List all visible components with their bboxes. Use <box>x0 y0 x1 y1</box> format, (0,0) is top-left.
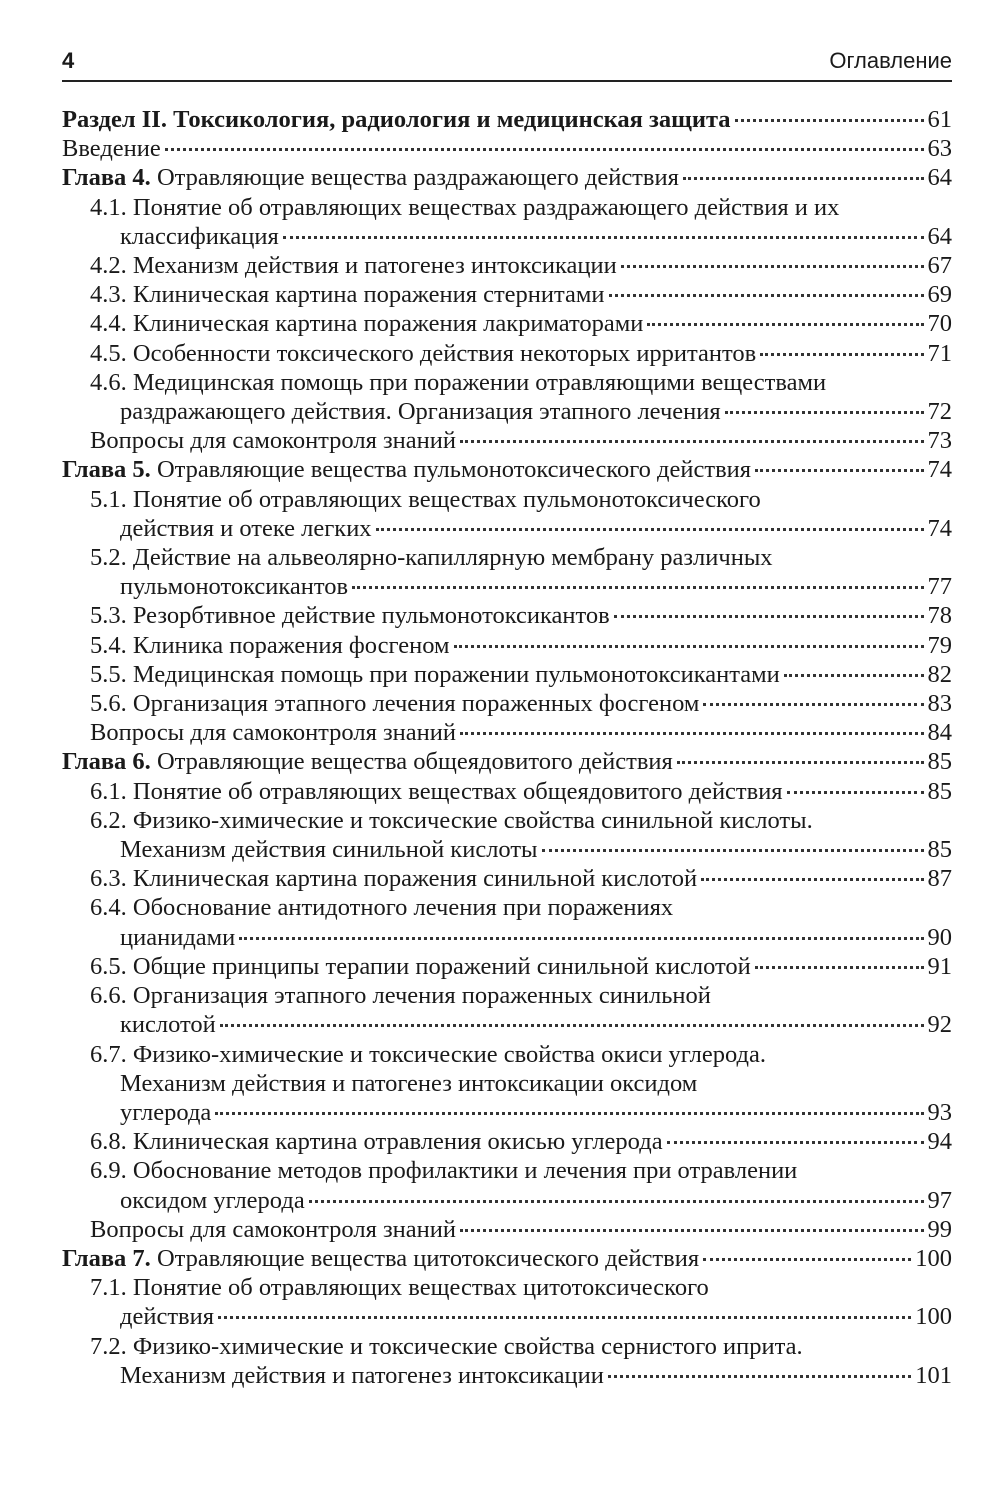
toc-page-number: 73 <box>927 427 952 455</box>
toc-entry <box>62 1156 952 1214</box>
toc-entry-text: раздражающего действия. Организация этапного лечения <box>120 398 721 426</box>
dot-leader <box>309 1200 924 1203</box>
toc-entry-text: 4.2. Механизм действия и патогенез интоксикации <box>90 252 617 280</box>
toc-entry <box>62 660 952 689</box>
dot-leader <box>283 236 924 239</box>
toc-page-number: 71 <box>927 339 952 367</box>
toc-entry-text: 7.2. Физико-химические и токсические свойства сернистого иприта. <box>90 1332 803 1360</box>
dot-leader <box>460 1229 924 1232</box>
toc-entry-text: 6.6. Организация этапного лечения пораженных синильной <box>90 982 711 1010</box>
dot-leader <box>755 966 924 969</box>
toc-page-number: 100 <box>915 1244 952 1272</box>
toc-entry <box>62 864 952 893</box>
dot-leader <box>609 294 924 297</box>
toc-page-number: 79 <box>927 631 952 659</box>
toc-entry <box>62 893 952 951</box>
toc-entry-bold-label: Глава 5. <box>62 456 151 484</box>
toc-entry <box>62 747 952 776</box>
toc-entry <box>62 601 952 630</box>
page-number: 4 <box>62 48 75 73</box>
toc-entry <box>62 339 952 368</box>
dot-leader <box>677 761 924 764</box>
toc-entry-text: 5.3. Резорбтивное действие пульмонотоксикантов <box>90 602 610 630</box>
toc-entry-text: оксидом углерода <box>120 1186 305 1214</box>
dot-leader <box>735 119 924 122</box>
toc-page-number: 78 <box>927 602 952 630</box>
toc-entry <box>62 689 952 718</box>
dot-leader <box>621 265 924 268</box>
toc-entry-text: 7.1. Понятие об отравляющих веществах цитотоксического <box>90 1274 709 1302</box>
toc-entry <box>62 163 952 192</box>
toc-page-number: 67 <box>927 252 952 280</box>
toc-page-number: 87 <box>927 865 952 893</box>
toc-entry-text: Вопросы для самоконтроля знаний <box>90 1215 456 1243</box>
toc-page-number: 70 <box>927 310 952 338</box>
toc-entry <box>62 485 952 543</box>
dot-leader <box>239 937 923 940</box>
toc-page-number: 91 <box>927 952 952 980</box>
dot-leader <box>703 703 923 706</box>
toc-entry <box>62 543 952 601</box>
dot-leader <box>787 791 924 794</box>
toc-entry-text: 5.5. Медицинская помощь при поражении пульмонотоксикантами <box>90 660 780 688</box>
toc-entry-text: 5.1. Понятие об отравляющих веществах пульмонотоксического <box>90 485 761 513</box>
toc-entry <box>62 1040 952 1128</box>
running-title: Оглавление <box>829 48 952 73</box>
dot-leader <box>755 469 923 472</box>
toc-entry-text: цианидами <box>120 923 236 951</box>
toc-entry <box>62 1332 952 1390</box>
dot-leader <box>701 878 923 881</box>
toc-entry <box>62 426 952 455</box>
toc-entry-bold-label: Глава 4. <box>62 164 151 192</box>
toc-entry <box>62 193 952 251</box>
dot-leader <box>215 1112 923 1115</box>
dot-leader <box>725 411 924 414</box>
toc-page-number: 64 <box>927 164 952 192</box>
toc-entry-text: Вопросы для самоконтроля знаний <box>90 719 456 747</box>
toc-entry-text: классификация <box>120 222 279 250</box>
toc-entry-text: 6.8. Клиническая картина отравления окисью углерода <box>90 1128 663 1156</box>
toc-entry-text: действия и отеке легких <box>120 514 372 542</box>
toc-entry <box>62 952 952 981</box>
dot-leader <box>220 1024 924 1027</box>
toc-entry-text: 6.1. Понятие об отравляющих веществах общеядовитого действия <box>90 777 783 805</box>
toc-entry <box>62 134 952 163</box>
toc-page-number: 101 <box>915 1361 952 1389</box>
toc-entry <box>62 981 952 1039</box>
toc-page-number: 64 <box>927 222 952 250</box>
toc-page-number: 82 <box>927 660 952 688</box>
toc-entry-text: углерода <box>120 1098 212 1126</box>
toc-entry-text: 4.4. Клиническая картина поражения лакриматорами <box>90 310 644 338</box>
dot-leader <box>683 177 924 180</box>
toc-entry-text: 5.4. Клиника поражения фосгеном <box>90 631 450 659</box>
dot-leader <box>165 148 924 151</box>
toc-page-number: 63 <box>927 135 952 163</box>
toc-page-number: 69 <box>927 281 952 309</box>
toc-entry <box>62 718 952 747</box>
toc-entry-text: 4.5. Особенности токсического действия некоторых ирритантов <box>90 339 757 367</box>
dot-leader <box>667 1141 924 1144</box>
toc-entry-bold-label: Раздел II. Токсикология, радиология и медицинская защита <box>62 106 731 133</box>
dot-leader <box>218 1316 911 1319</box>
toc-entry-text: Глава 5. Отравляющие вещества пульмонотоксического действия <box>62 456 752 484</box>
toc-entry <box>62 455 952 484</box>
toc-entry-text: 6.5. Общие принципы терапии поражений синильной кислотой <box>90 952 751 980</box>
toc-entry-text: 5.2. Действие на альвеолярно-капиллярную мембрану различных <box>90 544 773 572</box>
toc-entry-text: 4.6. Медицинская помощь при поражении отравляющими веществами <box>90 368 827 396</box>
toc-entry-text: Механизм действия синильной кислоты <box>120 836 538 864</box>
toc-entry-bold-label: Глава 7. <box>62 1244 151 1272</box>
toc-entry <box>62 309 952 338</box>
toc-entry-text: Глава 7. Отравляющие вещества цитотоксического действия <box>62 1244 700 1272</box>
toc-page-number: 74 <box>927 456 952 484</box>
dot-leader <box>352 586 923 589</box>
running-header <box>62 44 952 82</box>
toc-page-number: 92 <box>927 1011 952 1039</box>
toc-entry <box>62 105 952 134</box>
dot-leader <box>614 615 924 618</box>
dot-leader <box>703 1258 911 1261</box>
toc-entry-text: кислотой <box>120 1011 216 1039</box>
toc-page-number: 93 <box>927 1098 952 1126</box>
toc-entry-text: 4.3. Клиническая картина поражения стернитами <box>90 281 605 309</box>
toc-entry-text: Введение <box>62 135 161 163</box>
toc-entry <box>62 280 952 309</box>
toc-entry-text: 6.4. Обоснование антидотного лечения при поражениях <box>90 894 674 922</box>
toc-entry-text: действия <box>120 1303 214 1331</box>
toc-entry-text: 5.6. Организация этапного лечения пораженных фосгеном <box>90 690 700 718</box>
toc-entry-text: Вопросы для самоконтроля знаний <box>90 427 456 455</box>
toc-page-number: 77 <box>927 573 952 601</box>
toc-entry <box>62 806 952 864</box>
toc-page-number: 97 <box>927 1186 952 1214</box>
toc-entry-text: Глава 4. Отравляющие вещества раздражающего действия <box>62 164 679 192</box>
toc-entry-text: 6.2. Физико-химические и токсические свойства синильной кислоты. <box>90 806 813 834</box>
dot-leader <box>608 1375 911 1378</box>
dot-leader <box>647 323 923 326</box>
toc-entry-text: Механизм действия и патогенез интоксикации оксидом <box>120 1069 698 1097</box>
toc-entry <box>62 368 952 426</box>
toc-page-number: 61 <box>927 106 952 133</box>
toc-page-number: 72 <box>927 398 952 426</box>
toc-entry-bold-label: Глава 6. <box>62 748 151 776</box>
toc-page-number: 90 <box>927 923 952 951</box>
dot-leader <box>376 528 924 531</box>
table-of-contents <box>62 105 952 1390</box>
toc-page-number: 85 <box>927 748 952 776</box>
toc-entry <box>62 631 952 660</box>
toc-entry <box>62 1273 952 1331</box>
toc-page-number: 94 <box>927 1128 952 1156</box>
dot-leader <box>542 849 924 852</box>
toc-page-number: 84 <box>927 719 952 747</box>
toc-entry-text: 6.7. Физико-химические и токсические свойства окиси углерода. <box>90 1040 766 1068</box>
toc-entry-text: 6.9. Обоснование методов профилактики и лечения при отравлении <box>90 1157 798 1185</box>
toc-entry-text <box>62 105 731 134</box>
toc-entry <box>62 1127 952 1156</box>
toc-page-number: 100 <box>915 1303 952 1331</box>
dot-leader <box>454 645 924 648</box>
dot-leader <box>784 674 924 677</box>
dot-leader <box>460 732 924 735</box>
toc-entry-text: 4.1. Понятие об отравляющих веществах раздражающего действия и их <box>90 193 840 221</box>
toc-page-number: 99 <box>927 1215 952 1243</box>
toc-entry <box>62 251 952 280</box>
toc-entry-text: Механизм действия и патогенез интоксикации <box>120 1361 604 1389</box>
toc-entry <box>62 777 952 806</box>
toc-entry-text: пульмонотоксикантов <box>120 573 349 601</box>
toc-entry-text: Глава 6. Отравляющие вещества общеядовитого действия <box>62 748 673 776</box>
toc-entry <box>62 1215 952 1244</box>
toc-page-number: 85 <box>927 836 952 864</box>
dot-leader <box>460 440 924 443</box>
toc-entry <box>62 1244 952 1273</box>
toc-page-number: 83 <box>927 690 952 718</box>
dot-leader <box>760 353 923 356</box>
toc-page-number: 85 <box>927 777 952 805</box>
toc-page-number: 74 <box>927 514 952 542</box>
toc-entry-text: 6.3. Клиническая картина поражения синильной кислотой <box>90 865 698 893</box>
